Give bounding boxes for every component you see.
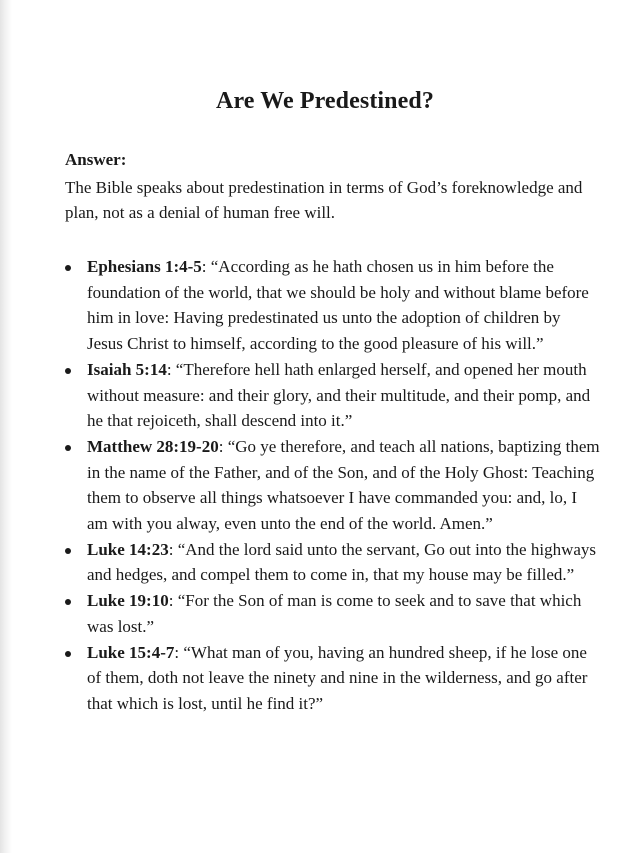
verse-reference: Luke 15:4-7: [87, 642, 175, 662]
verse-reference: Matthew 28:19-20: [87, 436, 219, 456]
bullet-icon: [65, 548, 71, 554]
verse-item: [65, 588, 600, 639]
answer-label: Answer:: [65, 150, 127, 169]
verse-reference: Luke 14:23: [87, 539, 169, 559]
bullet-icon: [65, 599, 71, 605]
verse-text: : “For the Son of man is come to seek and to save that which was lost.”: [87, 591, 582, 636]
bullet-icon: [65, 445, 71, 451]
verse-text: : “Therefore hell hath enlarged herself, and opened her mouth without measure: and their glory, and their multitude, and their pomp, and he that rejoiceth, shall descend into it.”: [87, 359, 591, 431]
intro-paragraph: The Bible speaks about predestination in terms of God’s foreknowledge and plan, not as a denial of human free will.: [65, 178, 583, 222]
verse-list: [65, 254, 600, 717]
verse-reference: Ephesians 1:4-5: [87, 257, 202, 276]
bullet-icon: [65, 651, 71, 657]
verse-item: [65, 357, 600, 434]
verse-text: : “And the lord said unto the servant, Go out into the highways and hedges, and compel them to come in, that my house may be filled.”: [87, 539, 597, 585]
verse-text: : “What man of you, having an hundred sheep, if he lose one of them, doth not leave the ninety and nine in the wilderness, and go after that which is lost, until he find it?”: [87, 642, 588, 713]
verse-reference: Isaiah 5:14: [87, 359, 167, 379]
verse-text: : “Go ye therefore, and teach all nations, baptizing them in the name of the Father, and of the Son, and of the Holy Ghost: Teaching them to observe all things whatsoever I have commanded you: and, lo, I am with you alway, even unto the end of the world. Amen.”: [87, 436, 600, 534]
page-title: Are We Predestined?: [216, 88, 434, 114]
verse-item: [65, 640, 600, 717]
verse-item: [65, 254, 600, 357]
bullet-icon: [65, 368, 71, 374]
verse-item: [65, 434, 600, 537]
verse-text: : “According as he hath chosen us in him before the foundation of the world, that we should be holy and without blame before him in love: Having predestinated us unto the adoption of children by Jesus Christ to himself, according to the good pleasure of his will.”: [87, 257, 589, 354]
verse-reference: Luke 19:10: [87, 591, 169, 611]
verse-item: [65, 537, 600, 588]
bullet-icon: [65, 265, 71, 271]
